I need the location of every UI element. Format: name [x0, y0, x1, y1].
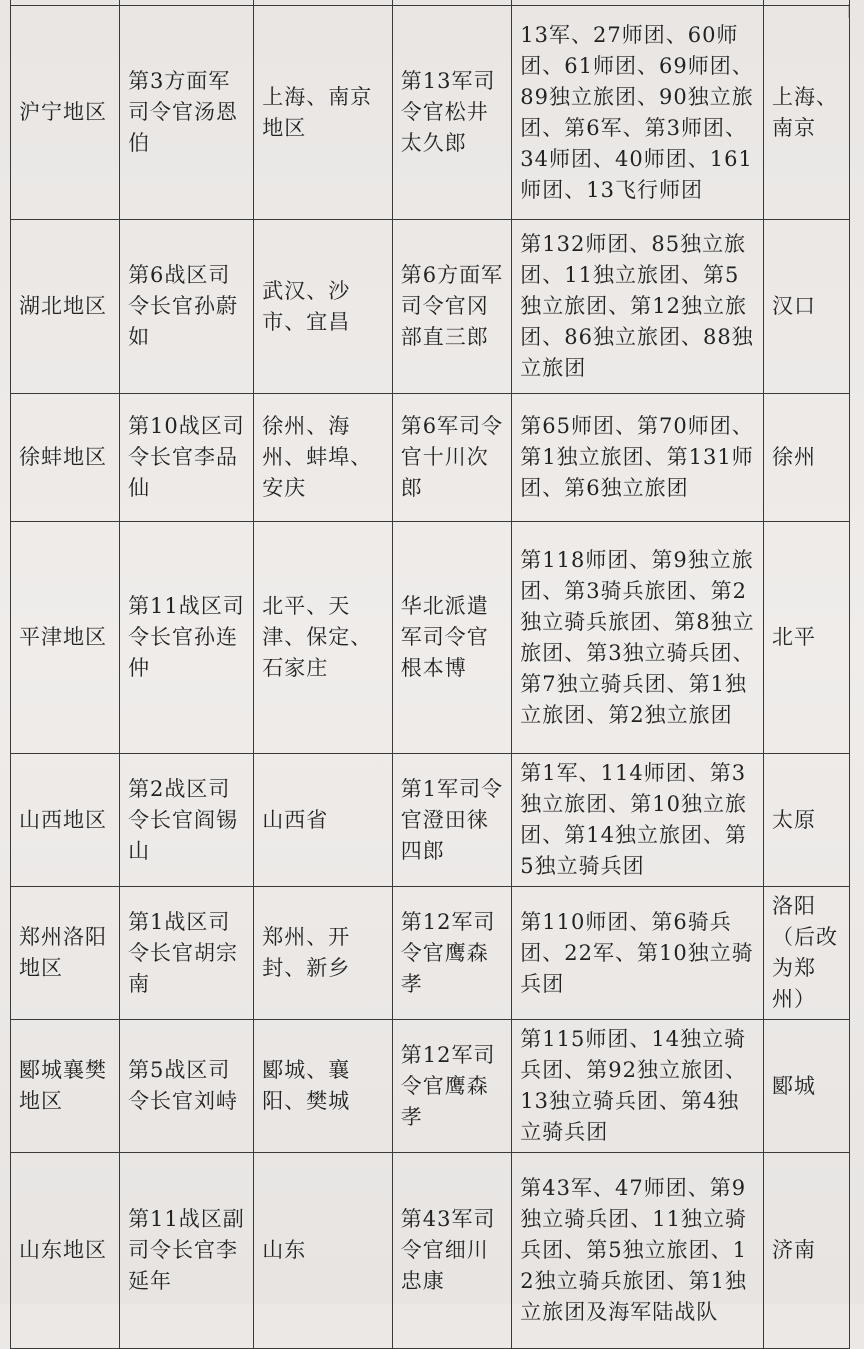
surrender-area-cell: 武汉、沙市、宜昌: [254, 220, 392, 394]
chinese-commander-cell: 第5战区司令长官刘峙: [120, 1020, 254, 1153]
surrender-place-cell: 太原: [763, 754, 849, 887]
japanese-forces-cell: 13军、27师团、60师团、61师团、69师团、89独立旅团、90独立旅团、第6军、第3师团、34师团、40师团、161师团、13飞行师团: [512, 6, 764, 220]
surrender-area-cell: 徐州、海州、蚌埠、安庆: [254, 394, 392, 522]
region-cell: 郾城襄樊地区: [11, 1020, 120, 1153]
surrender-place-cell: 汉口: [763, 220, 849, 394]
japanese-commander-cell: 第12军司令官鹰森孝: [392, 887, 512, 1020]
surrender-area-cell: 郑州、开封、新乡: [254, 887, 392, 1020]
chinese-commander-cell: 第11战区司令长官孙连仲: [120, 522, 254, 754]
surrender-table: [10, 0, 850, 1349]
surrender-area-cell: 上海、南京地区: [254, 6, 392, 220]
surrender-place-cell: 北平: [763, 522, 849, 754]
region-cell: 徐蚌地区: [11, 394, 120, 522]
surrender-place-cell: 济南: [763, 1153, 849, 1349]
surrender-place-cell: 洛阳（后改为郑州）: [763, 887, 849, 1020]
chinese-commander-cell: 第3方面军司令官汤恩伯: [120, 6, 254, 220]
table-row: [11, 522, 850, 754]
surrender-area-cell: 山西省: [254, 754, 392, 887]
japanese-commander-cell: 第6军司令官十川次郎: [392, 394, 512, 522]
chinese-commander-cell: 第2战区司令长官阎锡山: [120, 754, 254, 887]
surrender-place-cell: 徐州: [763, 394, 849, 522]
table-row: [11, 1020, 850, 1153]
japanese-forces-cell: 第43军、47师团、第9独立骑兵团、11独立骑兵团、第5独立旅团、12独立骑兵旅团、第1独立旅团及海军陆战队: [512, 1153, 764, 1349]
japanese-forces-cell: 第118师团、第9独立旅团、第3骑兵旅团、第2独立骑兵旅团、第8独立旅团、第3独立骑兵团、第7独立骑兵团、第1独立旅团、第2独立旅团: [512, 522, 764, 754]
surrender-place-cell: 郾城: [763, 1020, 849, 1153]
table-row: [11, 394, 850, 522]
chinese-commander-cell: 第11战区副司令长官李延年: [120, 1153, 254, 1349]
japanese-commander-cell: 第12军司令官鹰森孝: [392, 1020, 512, 1153]
japanese-forces-cell: 第115师团、14独立骑兵团、第92独立旅团、13独立骑兵团、第4独立骑兵团: [512, 1020, 764, 1153]
table-row: [11, 754, 850, 887]
chinese-commander-cell: 第1战区司令长官胡宗南: [120, 887, 254, 1020]
japanese-commander-cell: 第13军司令官松井太久郎: [392, 6, 512, 220]
table-row: [11, 1153, 850, 1349]
japanese-forces-cell: 第110师团、第6骑兵团、22军、第10独立骑兵团: [512, 887, 764, 1020]
surrender-area-cell: 北平、天津、保定、石家庄: [254, 522, 392, 754]
chinese-commander-cell: 第10战区司令长官李品仙: [120, 394, 254, 522]
japanese-commander-cell: 华北派遣军司令官根本博: [392, 522, 512, 754]
chinese-commander-cell: 第6战区司令长官孙蔚如: [120, 220, 254, 394]
table-row: [11, 887, 850, 1020]
japanese-commander-cell: 第1军司令官澄田徕四郎: [392, 754, 512, 887]
region-cell: 湖北地区: [11, 220, 120, 394]
surrender-area-cell: 郾城、襄阳、樊城: [254, 1020, 392, 1153]
table-row: [11, 220, 850, 394]
japanese-forces-cell: 第132师团、85独立旅团、11独立旅团、第5独立旅团、第12独立旅团、86独立旅团、88独立旅团: [512, 220, 764, 394]
region-cell: 郑州洛阳地区: [11, 887, 120, 1020]
region-cell: 山东地区: [11, 1153, 120, 1349]
table-row: [11, 6, 850, 220]
region-cell: 山西地区: [11, 754, 120, 887]
region-cell: 沪宁地区: [11, 6, 120, 220]
japanese-forces-cell: 第65师团、第70师团、第1独立旅团、第131师团、第6独立旅团: [512, 394, 764, 522]
japanese-commander-cell: 第43军司令官细川忠康: [392, 1153, 512, 1349]
japanese-forces-cell: 第1军、114师团、第3独立旅团、第10独立旅团、第14独立旅团、第5独立骑兵团: [512, 754, 764, 887]
japanese-commander-cell: 第6方面军司令官冈部直三郎: [392, 220, 512, 394]
surrender-place-cell: 上海、南京: [763, 6, 849, 220]
region-cell: 平津地区: [11, 522, 120, 754]
surrender-area-cell: 山东: [254, 1153, 392, 1349]
